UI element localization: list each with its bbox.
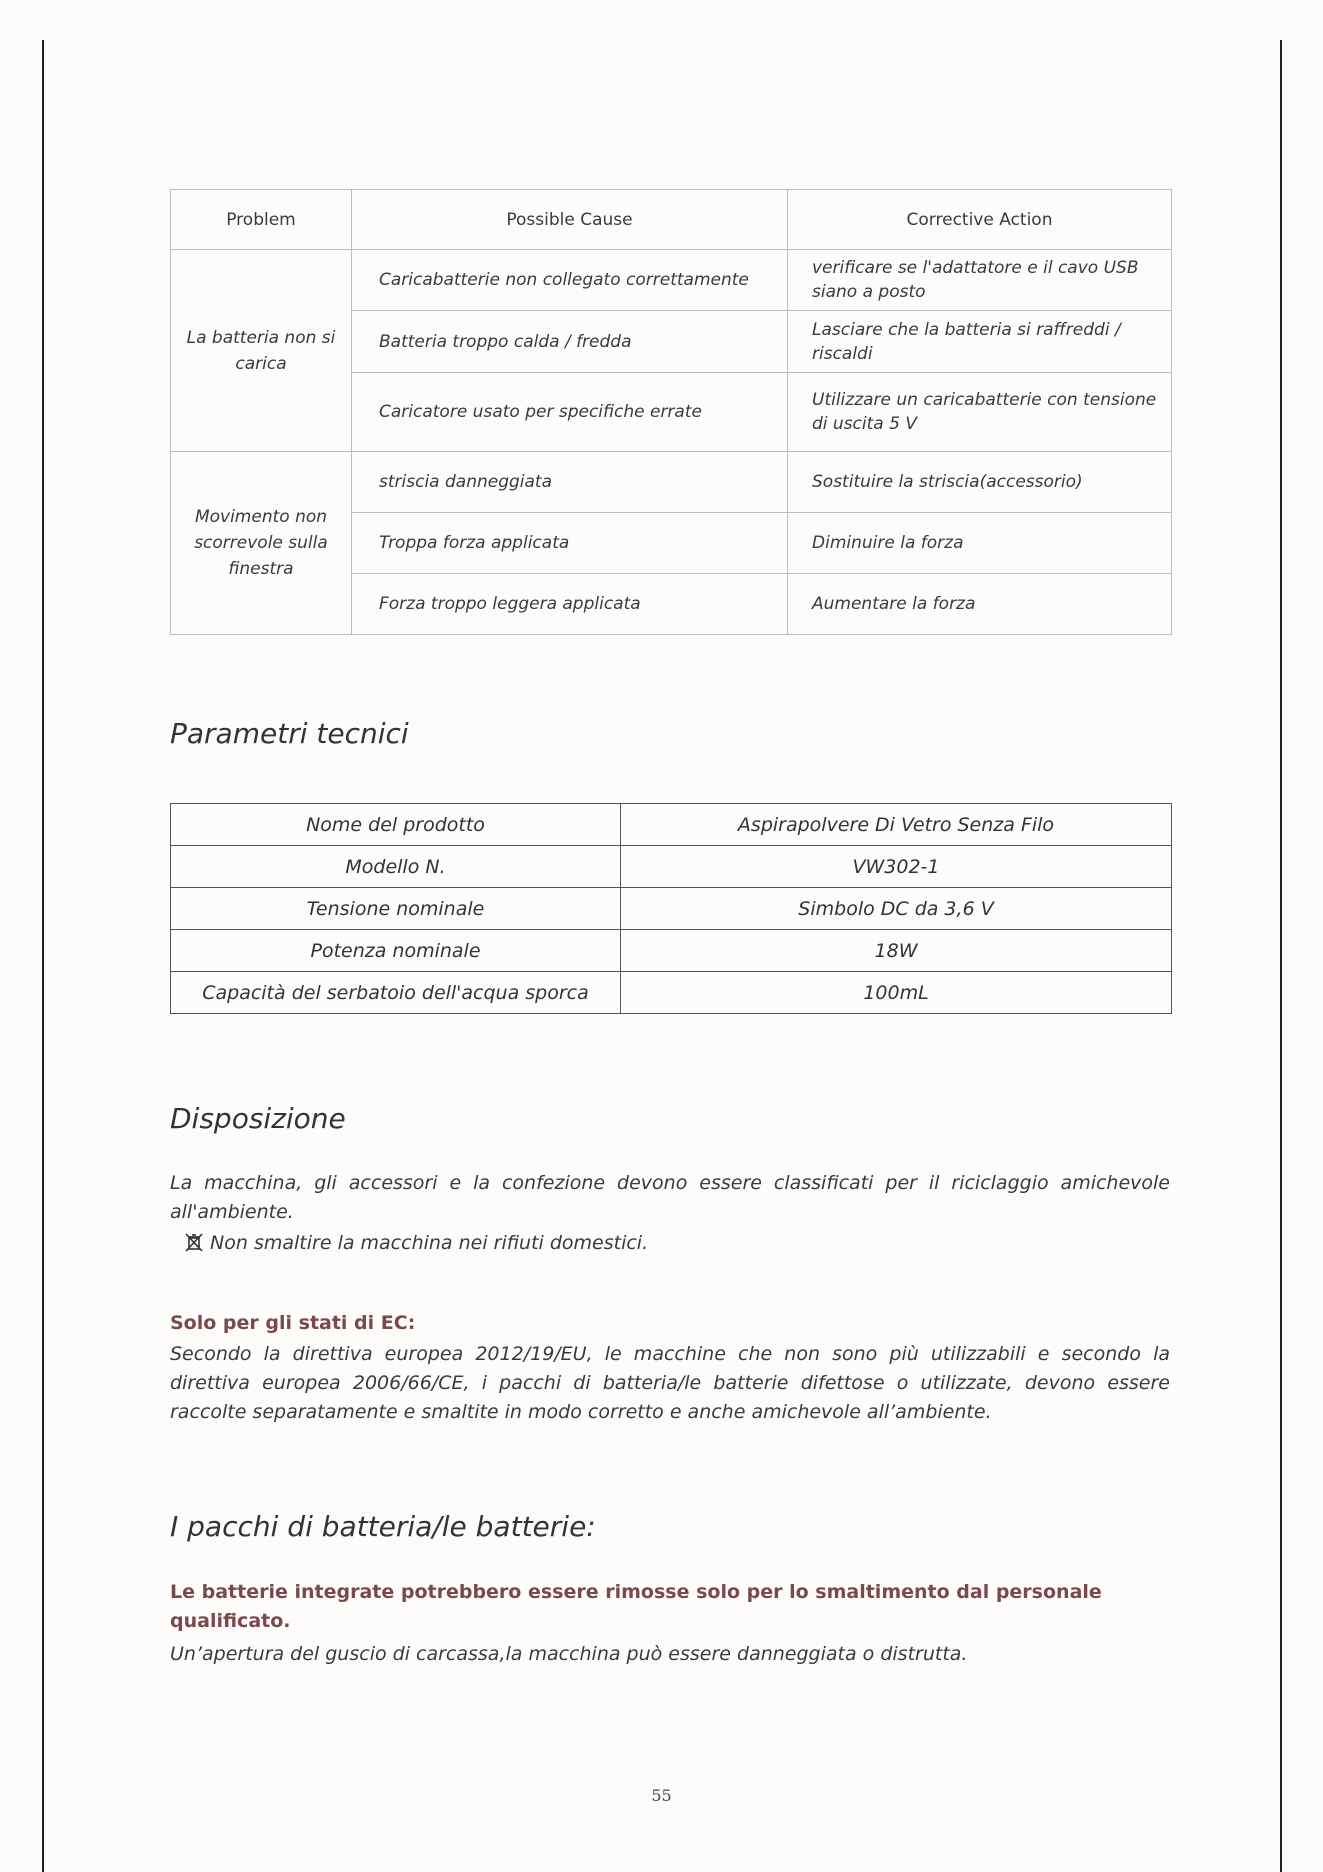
cause-cell: Troppa forza applicata — [352, 513, 788, 574]
cause-cell: Forza troppo leggera applicata — [352, 574, 788, 635]
batteries-text: Un’apertura del guscio di carcassa,la macchina può essere danneggiata o distrutta. — [170, 1643, 968, 1665]
ec-text: Secondo la direttiva europea 2012/19/EU, le macchine che non sono più utilizzabili e secondo la direttiva europea 2006/66/CE, i pacchi di batteria/le batterie difettose o utilizzate, devono essere raccolte separatamente e smaltite in modo corretto e anche amichevole all’ambiente. — [170, 1343, 1170, 1423]
problem-cell: La batteria non si carica — [171, 250, 352, 452]
batteries-warning: Le batterie integrate potrebbero essere rimosse solo per lo smaltimento dal personale qualificato. — [170, 1581, 1102, 1632]
technical-parameters-table — [170, 803, 1172, 1014]
problem-cell: Movimento non scorrevole sulla finestra — [171, 452, 352, 635]
action-cell: Sostituire la striscia(accessorio) — [788, 452, 1172, 513]
page-border-left — [42, 40, 44, 1872]
ec-heading: Solo per gli stati di EC: — [170, 1312, 416, 1334]
table-row — [171, 804, 1172, 846]
param-label: Capacità del serbatoio dell'acqua sporca — [171, 972, 621, 1014]
disposal-note — [184, 1229, 648, 1258]
header-problem: Problem — [171, 190, 352, 250]
batteries-section-title: I pacchi di batteria/le batterie: — [170, 1510, 596, 1543]
technical-section-title: Parametri tecnici — [170, 717, 409, 750]
troubleshooting-table — [170, 189, 1172, 635]
disposal-section-title: Disposizione — [170, 1102, 346, 1135]
crossed-bin-icon — [184, 1232, 204, 1252]
header-possible-cause: Possible Cause — [352, 190, 788, 250]
param-value: Simbolo DC da 3,6 V — [621, 888, 1172, 930]
param-label: Modello N. — [171, 846, 621, 888]
action-cell: Aumentare la forza — [788, 574, 1172, 635]
table-row — [171, 972, 1172, 1014]
param-label: Potenza nominale — [171, 930, 621, 972]
header-corrective-action: Corrective Action — [788, 190, 1172, 250]
param-label: Nome del prodotto — [171, 804, 621, 846]
table-row — [171, 846, 1172, 888]
param-label: Tensione nominale — [171, 888, 621, 930]
table-row — [171, 888, 1172, 930]
action-cell: Utilizzare un caricabatterie con tensione di uscita 5 V — [788, 373, 1172, 452]
cause-cell: Batteria troppo calda / fredda — [352, 311, 788, 373]
table-row — [171, 452, 1172, 513]
cause-cell: striscia danneggiata — [352, 452, 788, 513]
param-value: 18W — [621, 930, 1172, 972]
disposal-note-text: Non smaltire la macchina nei rifiuti domestici. — [210, 1232, 649, 1254]
cause-cell: Caricatore usato per specifiche errate — [352, 373, 788, 452]
action-cell: Diminuire la forza — [788, 513, 1172, 574]
troubleshooting-header-row — [171, 190, 1172, 250]
param-value: 100mL — [621, 972, 1172, 1014]
page-border-right — [1280, 40, 1282, 1872]
param-value: Aspirapolvere Di Vetro Senza Filo — [621, 804, 1172, 846]
cause-cell: Caricabatterie non collegato correttamente — [352, 250, 788, 311]
table-row — [171, 250, 1172, 311]
page-number: 55 — [651, 1786, 672, 1805]
disposal-text: La macchina, gli accessori e la confezione devono essere classificati per il riciclaggio amichevole all'ambiente. — [170, 1172, 1170, 1223]
action-cell: Lasciare che la batteria si raffreddi / riscaldi — [788, 311, 1172, 373]
param-value: VW302-1 — [621, 846, 1172, 888]
action-cell: verificare se l'adattatore e il cavo USB siano a posto — [788, 250, 1172, 311]
table-row — [171, 930, 1172, 972]
